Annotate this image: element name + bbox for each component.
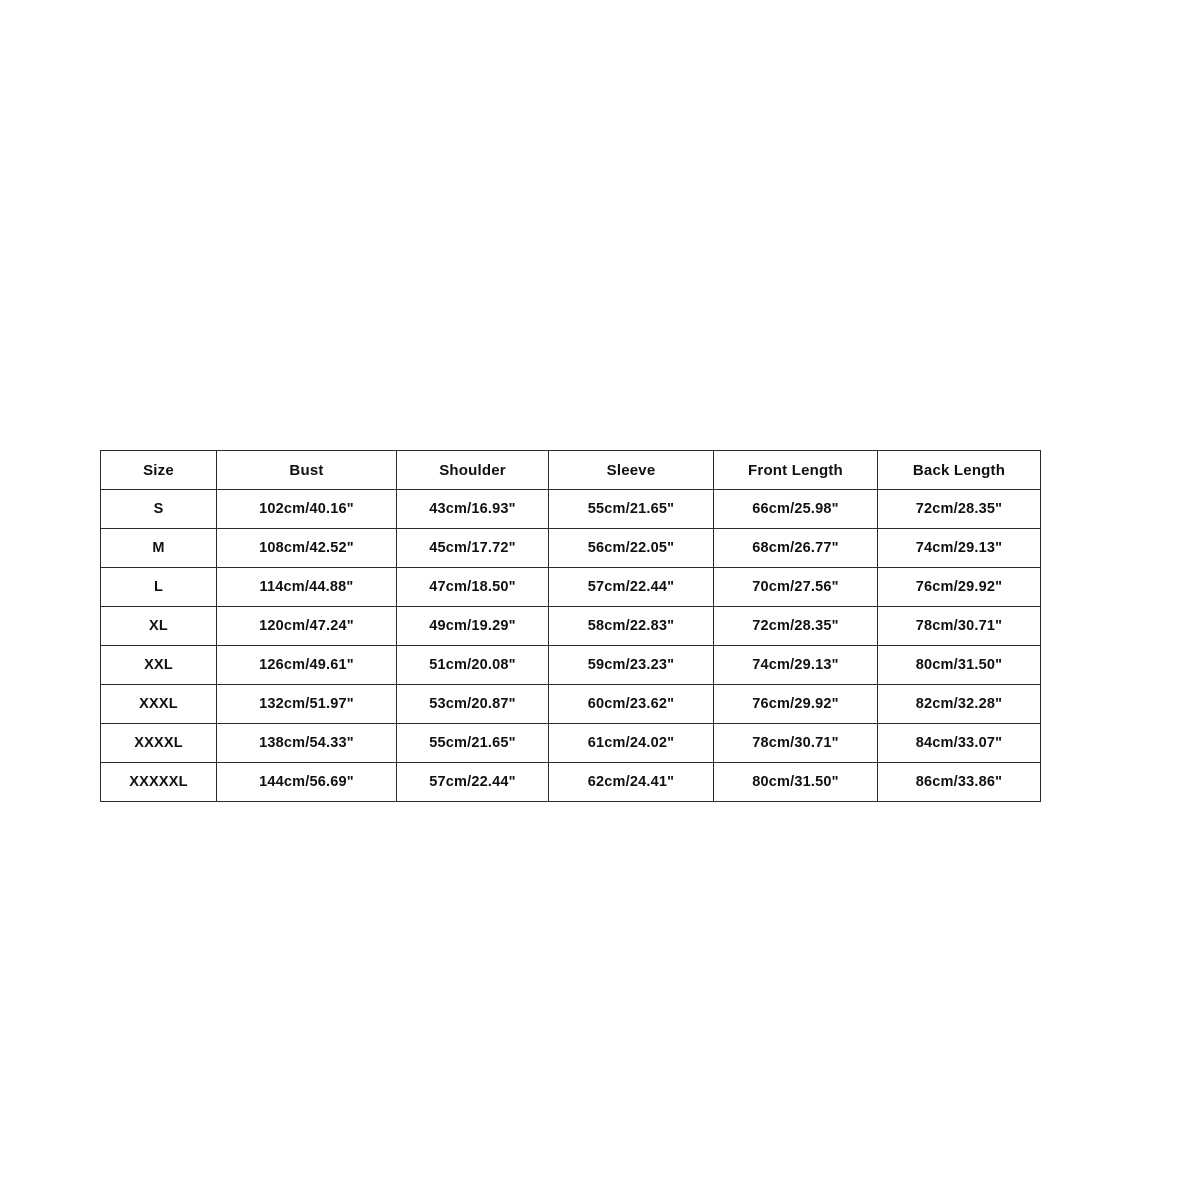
cell-sleeve: 59cm/23.23" (549, 646, 714, 685)
table-row (101, 490, 1041, 529)
cell-shoulder: 53cm/20.87" (397, 685, 549, 724)
table-header-row (101, 451, 1041, 490)
cell-bust: 108cm/42.52" (217, 529, 397, 568)
cell-shoulder: 45cm/17.72" (397, 529, 549, 568)
table-row (101, 724, 1041, 763)
cell-back-length: 84cm/33.07" (878, 724, 1041, 763)
cell-sleeve: 58cm/22.83" (549, 607, 714, 646)
cell-bust: 120cm/47.24" (217, 607, 397, 646)
cell-back-length: 76cm/29.92" (878, 568, 1041, 607)
column-header-bust: Bust (217, 451, 397, 490)
cell-front-length: 76cm/29.92" (714, 685, 878, 724)
column-header-back-length: Back Length (878, 451, 1041, 490)
cell-size: S (101, 490, 217, 529)
cell-back-length: 78cm/30.71" (878, 607, 1041, 646)
cell-shoulder: 47cm/18.50" (397, 568, 549, 607)
cell-shoulder: 49cm/19.29" (397, 607, 549, 646)
cell-bust: 126cm/49.61" (217, 646, 397, 685)
column-header-size: Size (101, 451, 217, 490)
cell-sleeve: 57cm/22.44" (549, 568, 714, 607)
cell-sleeve: 60cm/23.62" (549, 685, 714, 724)
cell-back-length: 74cm/29.13" (878, 529, 1041, 568)
cell-size: M (101, 529, 217, 568)
cell-shoulder: 51cm/20.08" (397, 646, 549, 685)
column-header-sleeve: Sleeve (549, 451, 714, 490)
cell-back-length: 80cm/31.50" (878, 646, 1041, 685)
cell-bust: 114cm/44.88" (217, 568, 397, 607)
table-row (101, 763, 1041, 802)
cell-bust: 132cm/51.97" (217, 685, 397, 724)
cell-bust: 102cm/40.16" (217, 490, 397, 529)
cell-sleeve: 61cm/24.02" (549, 724, 714, 763)
cell-size: XXXXL (101, 724, 217, 763)
size-chart-table (100, 450, 1041, 802)
table-row (101, 529, 1041, 568)
cell-size: L (101, 568, 217, 607)
cell-bust: 138cm/54.33" (217, 724, 397, 763)
table-row (101, 685, 1041, 724)
column-header-front-length: Front Length (714, 451, 878, 490)
column-header-shoulder: Shoulder (397, 451, 549, 490)
cell-back-length: 82cm/32.28" (878, 685, 1041, 724)
cell-size: XL (101, 607, 217, 646)
cell-sleeve: 55cm/21.65" (549, 490, 714, 529)
cell-front-length: 74cm/29.13" (714, 646, 878, 685)
table-row (101, 607, 1041, 646)
table-row (101, 646, 1041, 685)
table-row (101, 568, 1041, 607)
cell-size: XXL (101, 646, 217, 685)
cell-front-length: 72cm/28.35" (714, 607, 878, 646)
cell-shoulder: 43cm/16.93" (397, 490, 549, 529)
cell-back-length: 86cm/33.86" (878, 763, 1041, 802)
cell-front-length: 66cm/25.98" (714, 490, 878, 529)
cell-front-length: 78cm/30.71" (714, 724, 878, 763)
cell-size: XXXL (101, 685, 217, 724)
cell-back-length: 72cm/28.35" (878, 490, 1041, 529)
cell-front-length: 70cm/27.56" (714, 568, 878, 607)
cell-sleeve: 56cm/22.05" (549, 529, 714, 568)
size-chart-container (100, 450, 1040, 802)
cell-shoulder: 57cm/22.44" (397, 763, 549, 802)
cell-front-length: 68cm/26.77" (714, 529, 878, 568)
cell-size: XXXXXL (101, 763, 217, 802)
cell-front-length: 80cm/31.50" (714, 763, 878, 802)
cell-sleeve: 62cm/24.41" (549, 763, 714, 802)
cell-bust: 144cm/56.69" (217, 763, 397, 802)
cell-shoulder: 55cm/21.65" (397, 724, 549, 763)
